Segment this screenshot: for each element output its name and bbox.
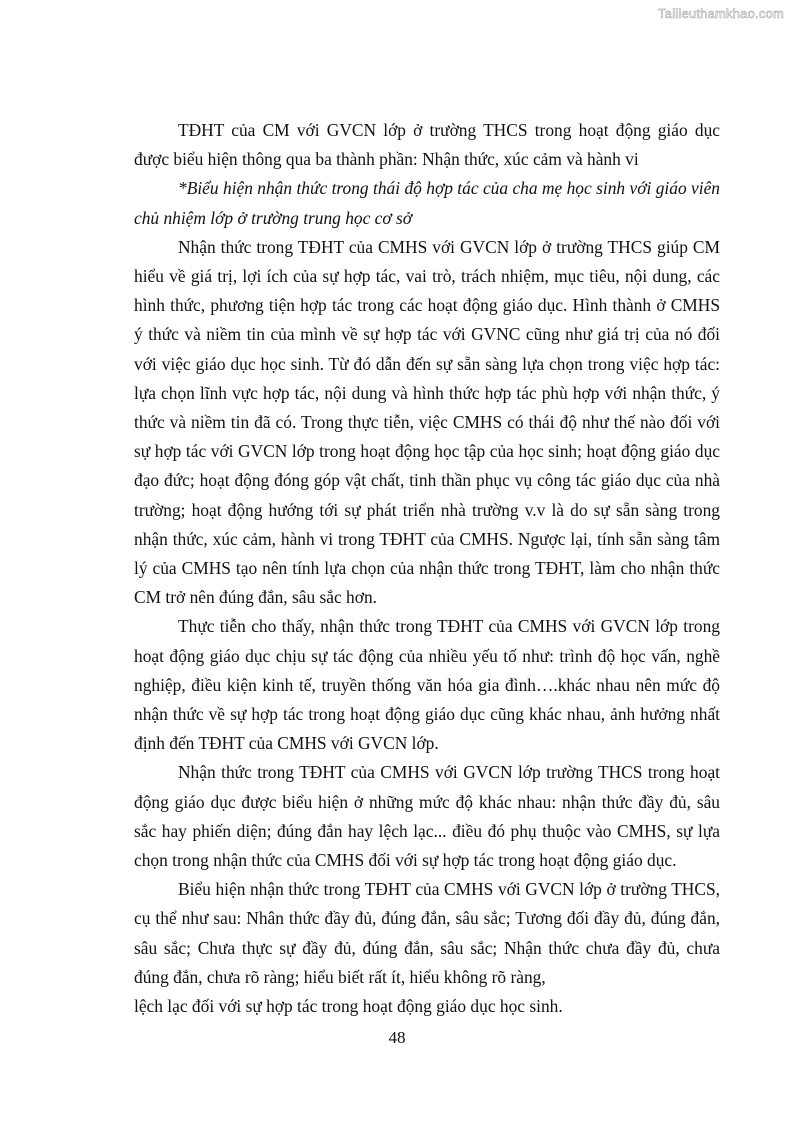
paragraph: Thực tiễn cho thấy, nhận thức trong TĐHT của CMHS với GVCN lớp trong hoạt động giáo dục chịu sự tác động của nhiều yếu tố như: trình độ học vấn, nghề nghiệp, điều kiện kinh tế, truyền thống văn hóa gia đình….khác nhau nên mức độ nhận thức về sự hợp tác trong hoạt động giáo dục cũng khác nhau, ảnh hưởng nhất định đến TĐHT của CMHS với GVCN lớp. — [134, 616, 720, 754]
paragraph-intro: TĐHT của CM với GVCN lớp ở trường THCS trong hoạt động giáo dục được biểu hiện thông qua ba thành phần: Nhận thức, xúc cảm và hành vi — [134, 120, 720, 170]
paragraph: Biểu hiện nhận thức trong TĐHT của CMHS với GVCN lớp ở trường THCS, cụ thể như sau: Nhân thức đầy đủ, đúng đắn, sâu sắc; Tương đối đầy đủ, đúng đắn, sâu sắc; Chưa thực sự đầy đủ, đúng đắn, sâu sắc; Nhận thức chưa đầy đủ, chưa đúng đắn, chưa rõ ràng; hiểu biết rất ít, hiểu không rõ ràng, — [134, 879, 720, 987]
page-number: 48 — [388, 1028, 406, 1047]
document-body — [134, 116, 720, 1021]
section-heading-italic: *Biểu hiện nhận thức trong thái độ hợp tác của cha mẹ học sinh với giáo viên chủ nhiệm lớp ở trường trung học cơ sở — [134, 178, 720, 228]
watermark: Tailieuthamkhao.com — [658, 6, 784, 21]
paragraph: Nhận thức trong TĐHT của CMHS với GVCN lớp trường THCS trong hoạt động giáo dục được biểu hiện ở những mức độ khác nhau: nhận thức đầy đủ, sâu sắc hay phiến diện; đúng đắn hay lệch lạc... điều đó phụ thuộc vào CMHS, sự lựa chọn trong nhận thức của CMHS đối với sự hợp tác trong hoạt động giáo dục. — [134, 762, 720, 871]
paragraph-continuation: lệch lạc đối với sự hợp tác trong hoạt động giáo dục học sinh. — [134, 996, 563, 1017]
paragraph: Nhận thức trong TĐHT của CMHS với GVCN lớp ở trường THCS giúp CM hiểu về giá trị, lợi ích của sự hợp tác, vai trò, trách nhiệm, mục tiêu, nội dung, các hình thức, phương tiện hợp tác trong các hoạt động giáo dục. Hình thành ở CMHS ý thức và niềm tin của mình về sự hợp tác với GVNC cũng như giá trị của nó đối với việc giáo dục học sinh. Từ đó dẫn đến sự sẵn sàng lựa chọn trong việc hợp tác: lựa chọn lĩnh vực hợp tác, nội dung và hình thức hợp tác phù hợp với nhận thức, ý thức và niềm tin đã có. Trong thực tiễn, việc CMHS có thái độ như thế nào đối với sự hợp tác với GVCN lớp trong hoạt động học tập của học sinh; hoạt động giáo dục đạo đức; hoạt động đóng góp vật chất, tinh thần phục vụ công tác giáo dục của nhà trường; hoạt động hướng tới sự phát triển nhà trường v.v là do sự sẵn sàng trong nhận thức, xúc cảm, hành vi trong TĐHT của CMHS. Ngược lại, tính sẵn sàng tâm lý của CMHS tạo nên tính lựa chọn của nhận thức trong TĐHT, làm cho nhận thức CM trở nên đúng đắn, sâu sắc hơn. — [134, 236, 720, 608]
